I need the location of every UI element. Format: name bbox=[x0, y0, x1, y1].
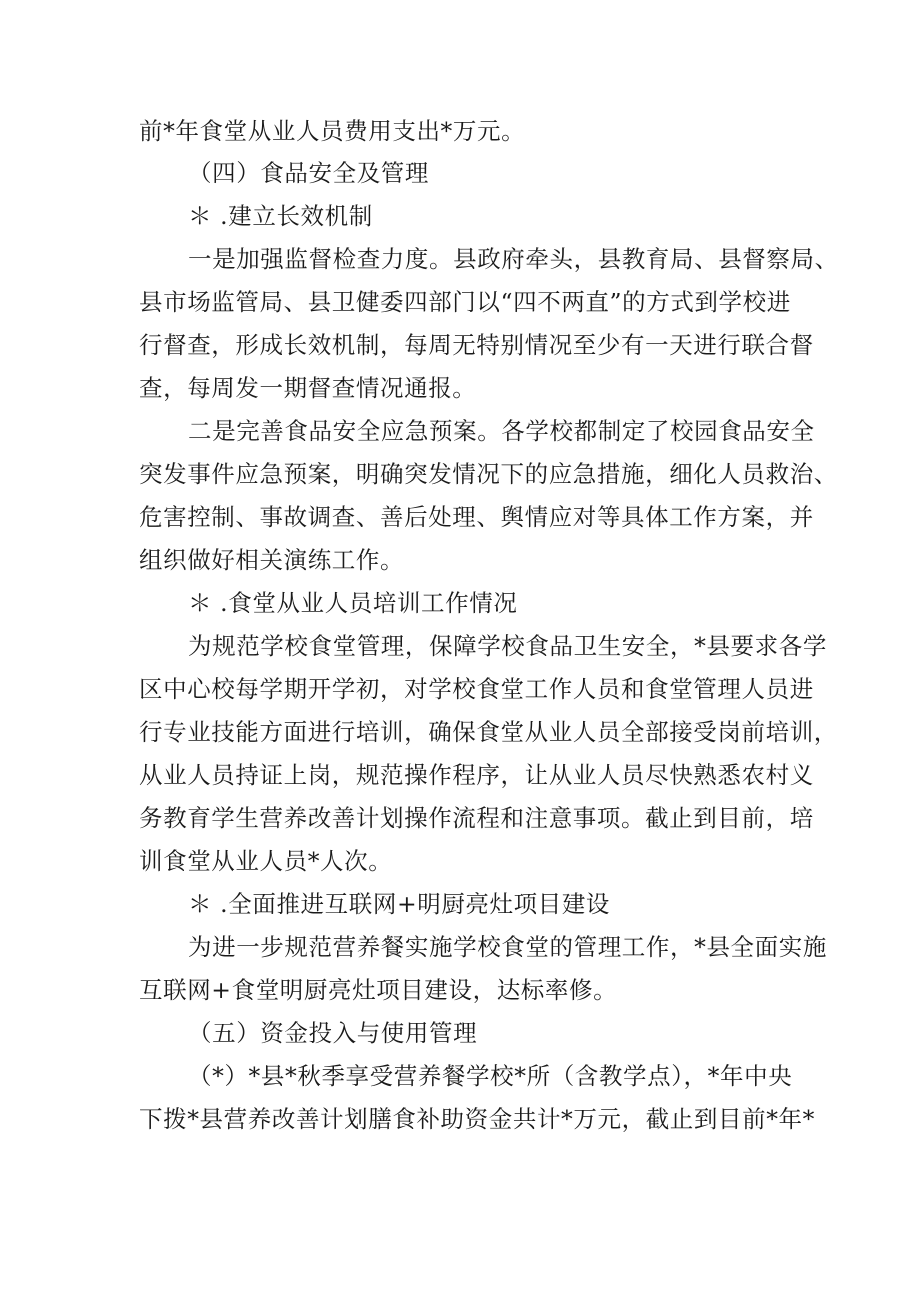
paragraph-line: 一是加强监督检查力度。县政府牵头，县教育局、县督察局、 bbox=[188, 245, 839, 273]
paragraph-line: 为进一步规范营养餐实施学校食堂的管理工作，*县全面实施 bbox=[188, 933, 827, 961]
paragraph-line: 区中心校每学期开学初，对学校食堂工作人员和食堂管理人员进 bbox=[139, 675, 814, 703]
paragraph-line: 下拨*县营养改善计划膳食补助资金共计*万元，截止到目前*年* bbox=[139, 1105, 815, 1133]
paragraph-line: 前*年食堂从业人员费用支出*万元。 bbox=[139, 117, 526, 145]
paragraph-line: 突发事件应急预案，明确突发情况下的应急措施，细化人员救治、 bbox=[139, 460, 838, 488]
subsection-heading: ＊ .食堂从业人员培训工作情况 bbox=[188, 589, 518, 617]
paragraph-line: 互联网+食堂明厨亮灶项目建设，达标率修。 bbox=[139, 976, 618, 1004]
paragraph-line: 组织做好相关演练工作。 bbox=[139, 546, 405, 574]
paragraph-line: 训食堂从业人员*人次。 bbox=[139, 847, 393, 875]
paragraph-line: 二是完善食品安全应急预案。各学校都制定了校园食品安全 bbox=[188, 417, 815, 445]
subsection-heading: ＊ .建立长效机制 bbox=[188, 202, 373, 230]
paragraph-line: 为规范学校食堂管理，保障学校食品卫生安全，*县要求各学 bbox=[188, 632, 827, 660]
section-heading: （五）资金投入与使用管理 bbox=[188, 1019, 478, 1047]
subsection-heading: ＊ .全面推进互联网+明厨亮灶项目建设 bbox=[188, 890, 611, 918]
paragraph-line: 危害控制、事故调查、善后处理、舆情应对等具体工作方案，并 bbox=[139, 503, 814, 531]
paragraph-line: 县市场监管局、县卫健委四部门以“四不两直”的方式到学校进 bbox=[139, 288, 791, 316]
section-heading: （四）食品安全及管理 bbox=[188, 159, 429, 187]
paragraph-line: 务教育学生营养改善计划操作流程和注意事项。截止到目前，培 bbox=[139, 804, 814, 832]
paragraph-line: 行督查，形成长效机制，每周无特别情况至少有一天进行联合督 bbox=[139, 331, 814, 359]
paragraph-line: 从业人员持证上岗，规范操作程序，让从业人员尽快熟悉农村义 bbox=[139, 761, 814, 789]
paragraph-line: 查，每周发一期督查情况通报。 bbox=[139, 374, 477, 402]
paragraph-line: 行专业技能方面进行培训，确保食堂从业人员全部接受岗前培训， bbox=[139, 718, 838, 746]
paragraph-line: （*）*县*秋季享受营养餐学校*所（含教学点），*年中央 bbox=[188, 1062, 793, 1090]
